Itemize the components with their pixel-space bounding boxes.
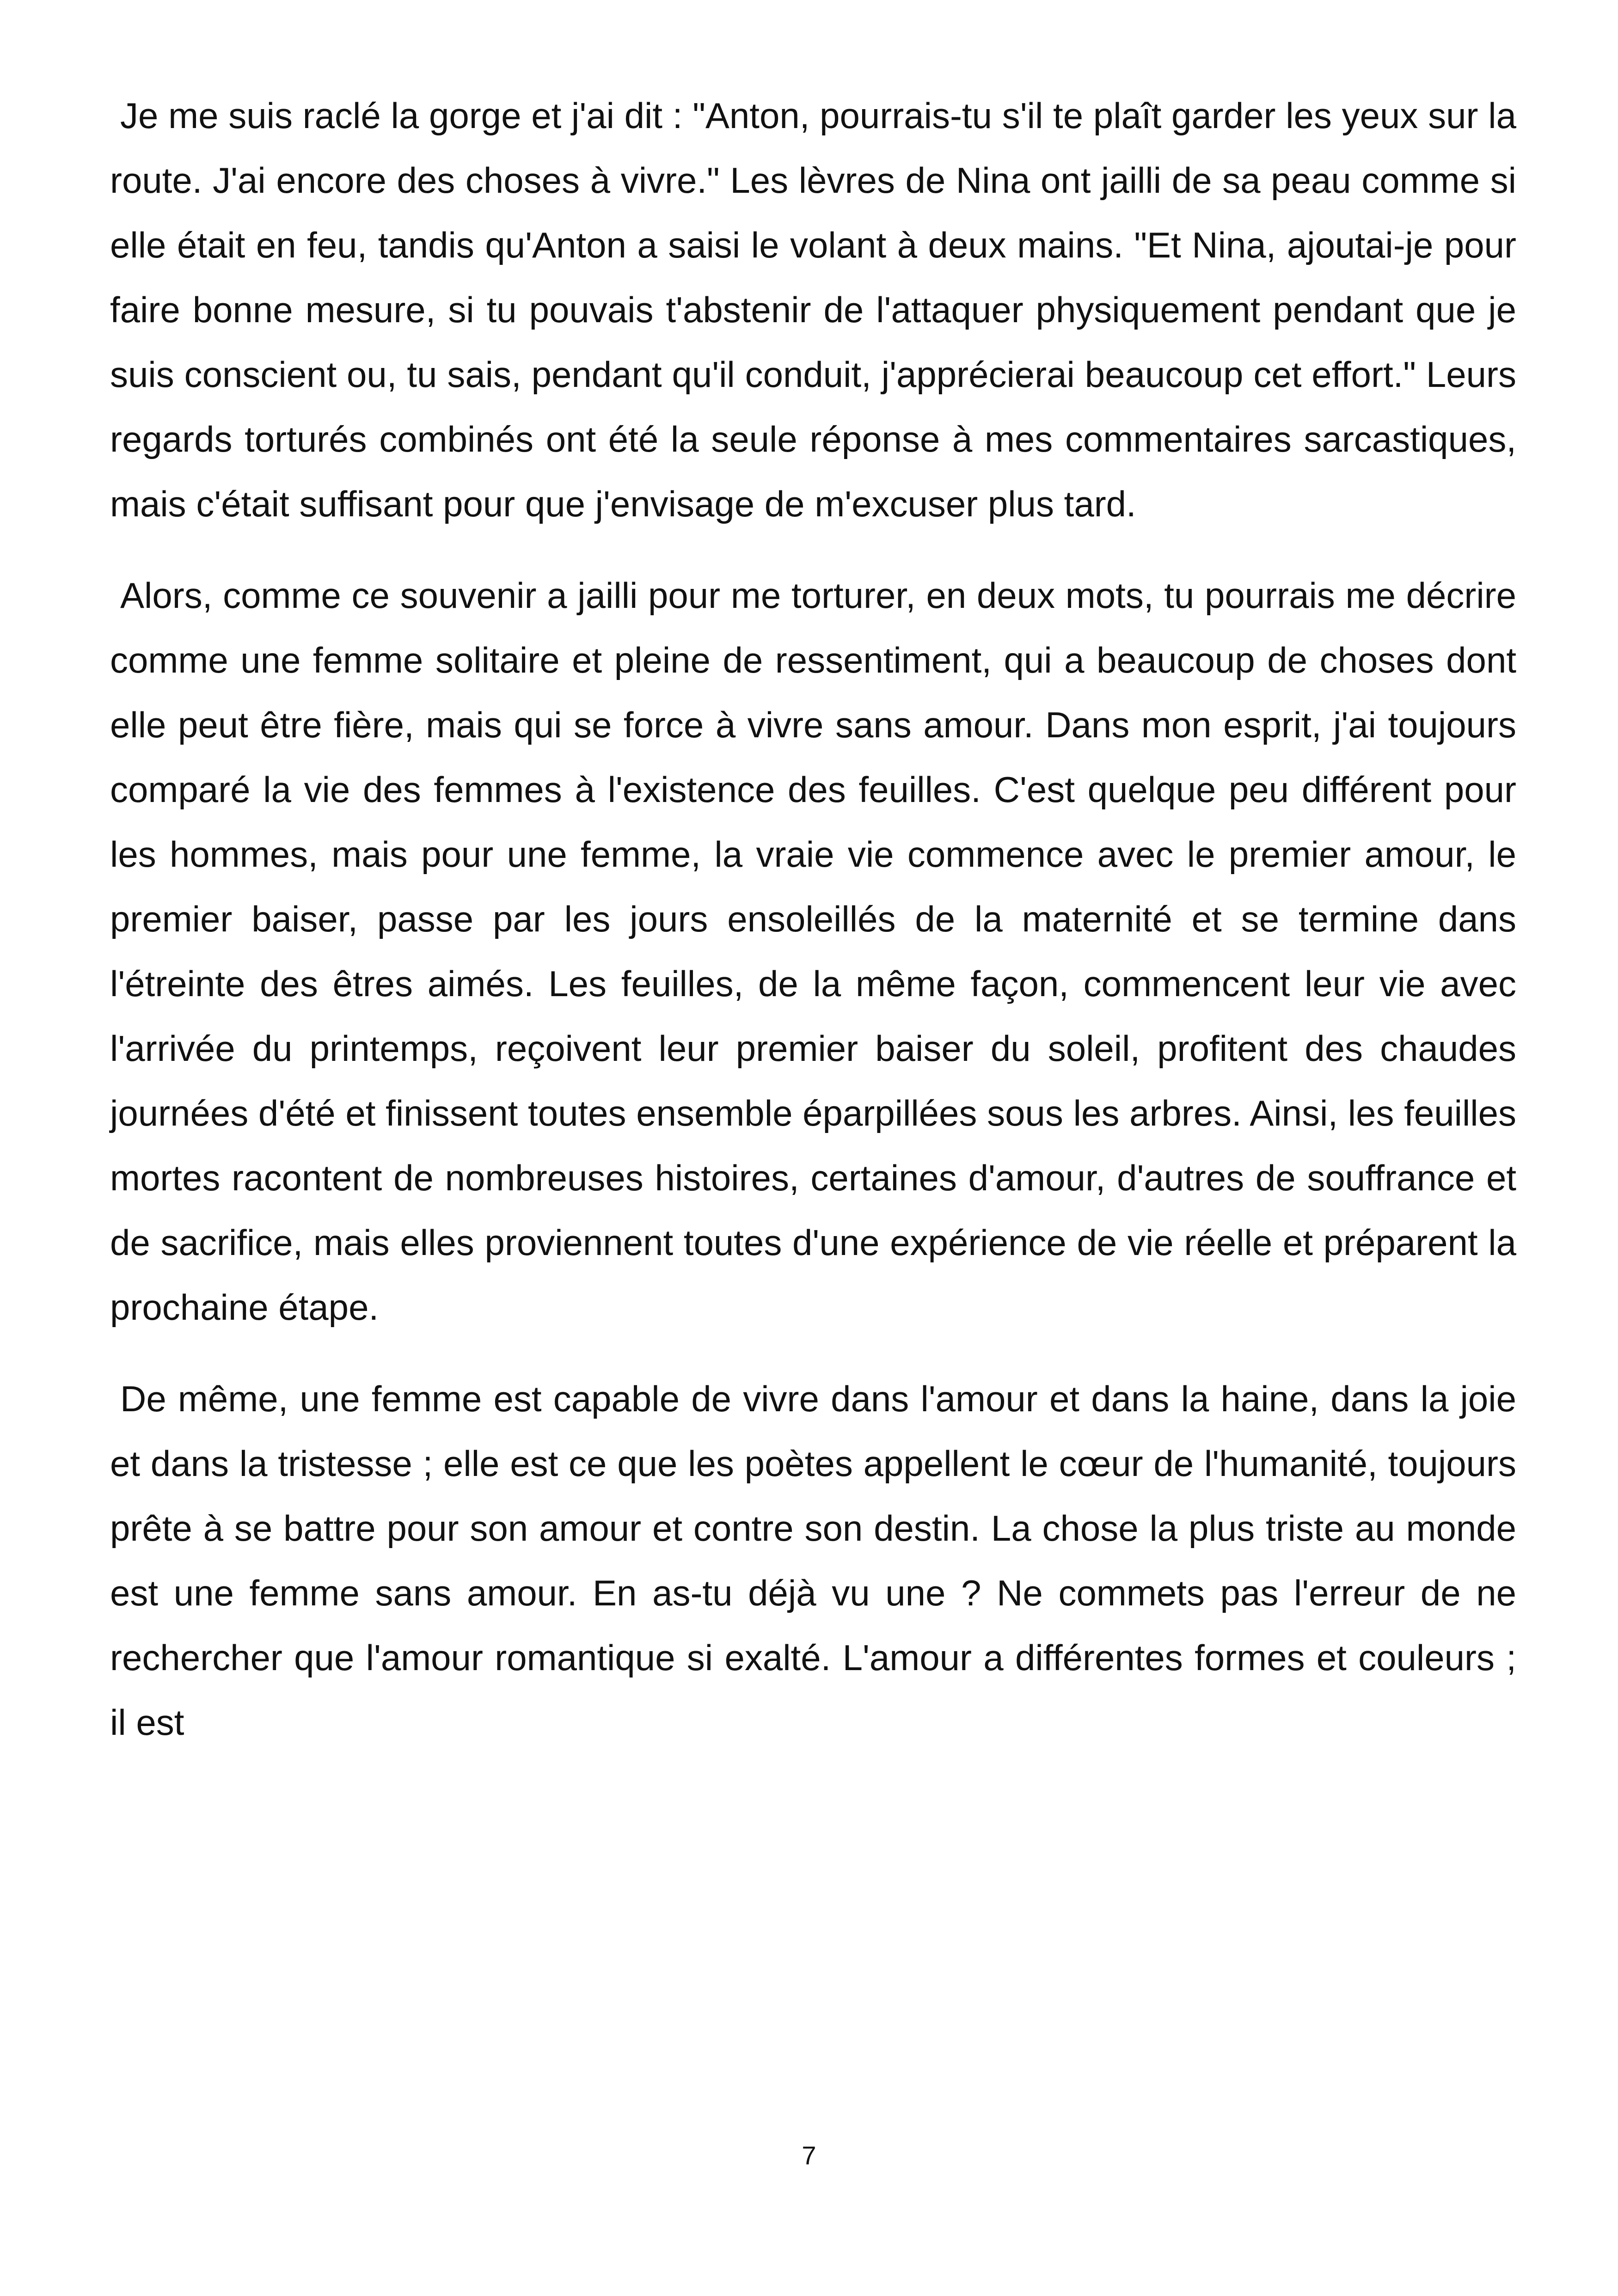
page-number: 7: [802, 2141, 816, 2170]
paragraph-1: Je me suis raclé la gorge et j'ai dit : "Anton, pourrais-tu s'il te plaît garder les yeux sur la route. J'ai encore des choses à vivre." Les lèvres de Nina ont jailli de sa peau comme si elle était en feu, tandis qu'Anton a saisi le volant à deux mains. "Et Nina, ajoutai-je pour faire bonne mesure, si tu pouvais t'abstenir de l'attaquer physiquement pendant que je suis conscient ou, tu sais, pendant qu'il conduit, j'apprécierai beaucoup cet effort." Leurs regards torturés combinés ont été la seule réponse à mes commentaires sarcastiques, mais c'était suffisant pour que j'envisage de m'excuser plus tard.: [110, 95, 1516, 524]
paragraph-3: De même, une femme est capable de vivre dans l'amour et dans la haine, dans la joie et dans la tristesse ; elle est ce que les poètes appellent le cœur de l'humanité, toujours prête à se battre pour son amour et contre son destin. La chose la plus triste au monde est une femme sans amour. En as-tu déjà vu une ? Ne commets pas l'erreur de ne rechercher que l'amour romantique si exalté. L'amour a différentes formes et couleurs ; il est: [110, 1378, 1516, 1743]
paragraph-2: Alors, comme ce souvenir a jailli pour me torturer, en deux mots, tu pourrais me décrire comme une femme solitaire et pleine de ressentiment, qui a beaucoup de choses dont elle peut être fière, mais qui se force à vivre sans amour. Dans mon esprit, j'ai toujours comparé la vie des femmes à l'existence des feuilles. C'est quelque peu différent pour les hommes, mais pour une femme, la vraie vie commence avec le premier amour, le premier baiser, passe par les jours ensoleillés de la maternité et se termine dans l'étreinte des êtres aimés. Les feuilles, de la même façon, commencent leur vie avec l'arrivée du printemps, reçoivent leur premier baiser du soleil, profitent des chaudes journées d'été et finissent toutes ensemble éparpillées sous les arbres. Ainsi, les feuilles mortes racontent de nombreuses histoires, certaines d'amour, d'autres de souffrance et de sacrifice, mais elles proviennent toutes d'une expérience de vie réelle et préparent la prochaine étape.: [110, 575, 1516, 1328]
body-text: [110, 83, 1516, 1782]
